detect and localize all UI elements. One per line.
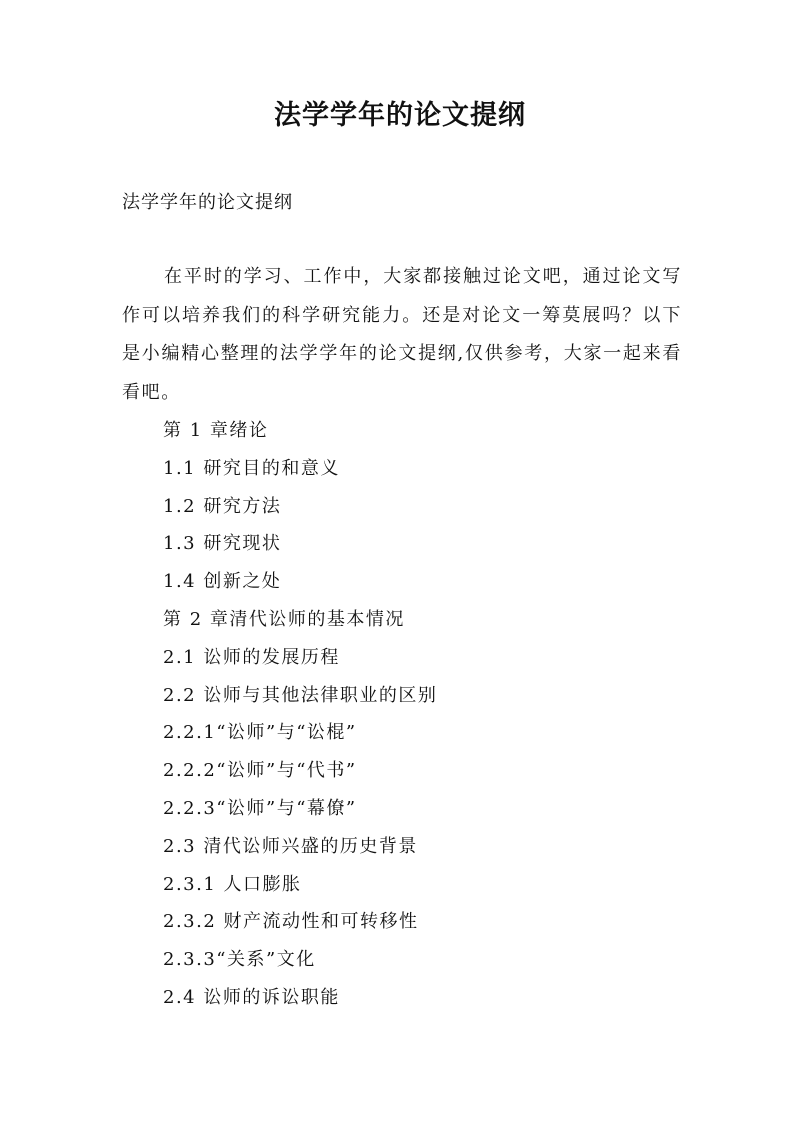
outline-item-1-1: 1.1 研究目的和意义 (163, 457, 340, 479)
outline-item-1-3: 1.3 研究现状 (163, 533, 282, 555)
outline-item-2-2-2: 2.2.2“讼师”与“代书” (163, 760, 357, 782)
outline-item-1-2: 1.2 研究方法 (163, 495, 282, 517)
intro-paragraph: 在平时的学习、工作中，大家都接触过论文吧，通过论文写作可以培养我们的科学研究能力。还是对论文一筹莫展吗？以下是小编精心整理的法学学年的论文提纲,仅供参考，大家一起来看看吧。 (122, 266, 682, 403)
outline-item-2-3: 2.3 清代讼师兴盛的历史背景 (163, 835, 418, 857)
outline-item-chapter-1: 第 1 章绪论 (163, 420, 269, 441)
outline-list (163, 412, 437, 1017)
outline-item-2-3-2: 2.3.2 财产流动性和可转移性 (163, 911, 419, 933)
outline-item-2-2-1: 2.2.1“讼师”与“讼棍” (163, 722, 357, 744)
document-title: 法学学年的论文提纲 (274, 100, 526, 131)
outline-item-1-4: 1.4 创新之处 (163, 571, 282, 593)
outline-item-2-3-3: 2.3.3“关系”文化 (163, 949, 316, 971)
outline-item-2-3-1: 2.3.1 人口膨胀 (163, 873, 302, 895)
outline-item-chapter-2: 第 2 章清代讼师的基本情况 (163, 608, 405, 630)
outline-item-2-2: 2.2 讼师与其他法律职业的区别 (163, 684, 438, 706)
outline-item-2-1: 2.1 讼师的发展历程 (163, 646, 340, 668)
outline-item-2-2-3: 2.2.3“讼师”与“幕僚” (163, 797, 357, 819)
document-subtitle: 法学学年的论文提纲 (122, 192, 293, 213)
outline-item-2-4: 2.4 讼师的诉讼职能 (163, 986, 340, 1008)
